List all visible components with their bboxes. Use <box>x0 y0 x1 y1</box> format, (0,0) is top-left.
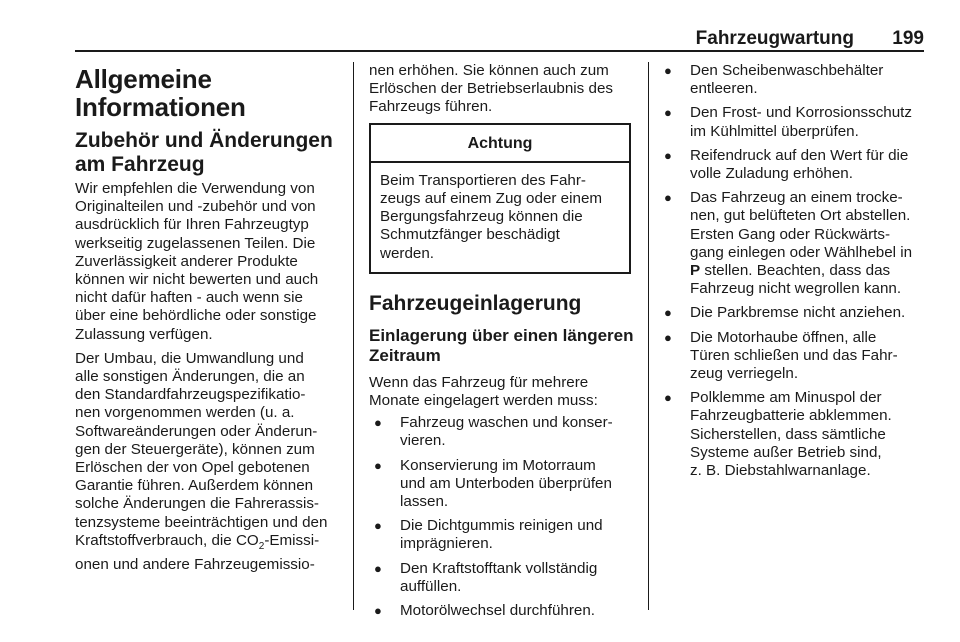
page-number: 199 <box>892 28 924 49</box>
section-heading-general-info: Allgemeine Informationen <box>75 64 246 122</box>
storage-bullet-list-continued <box>664 62 926 480</box>
co2-subscript: 2 <box>258 540 265 552</box>
column-rule-1 <box>353 62 354 610</box>
paragraph-continued: nen erhöhen. Sie können auch zum Erlöschen der Betriebserlaubnis des Fahrzeugs führen. <box>369 62 613 116</box>
list-item: ● Den Scheibenwaschbehälter entleeren. <box>664 62 926 98</box>
list-item: ● Motorölwechsel durchführen. <box>374 602 634 620</box>
list-item: ● Die Motorhaube öffnen, alle Türen schließen und das Fahr- zeug verriegeln. <box>664 329 926 384</box>
column-2 <box>369 62 634 626</box>
gear-position-p: P <box>690 262 701 280</box>
running-title: Fahrzeugwartung <box>695 28 854 49</box>
list-item: ● Konservierung im Motorraum und am Unterboden überprüfen lassen. <box>374 457 634 512</box>
warning-body: Beim Transportieren des Fahr- zeugs auf einem Zug oder einem Bergungsfahrzeug können die Schmutzfänger beschädigt werden. <box>380 171 603 262</box>
storage-bullet-list <box>374 414 634 620</box>
warning-box <box>369 123 631 274</box>
paragraph-storage-intro: Wenn das Fahrzeug für mehrere Monate eingelagert werden muss: <box>369 373 598 410</box>
column-3 <box>664 62 926 486</box>
co2-line: Kraftstoffverbrauch, die $CO_2-Emissi-$ <box>75 531 320 552</box>
list-item: ● Die Parkbremse nicht anziehen. <box>664 304 926 322</box>
list-item: ● Den Kraftstofftank vollständig auffüllen. <box>374 560 634 596</box>
subsection-heading-long-storage: Einlagerung über einen längeren Zeitraum <box>369 325 634 365</box>
column-rule-2 <box>648 62 649 610</box>
list-item: ● Das Fahrzeug an einem trocke- nen, gut belüfteten Ort abstellen. Ersten Gang oder Rückwärts- gang einlegen oder Wählhebel in P stellen. Beachten, dass das Fahrzeug nicht wegrollen kann. <box>664 189 926 298</box>
column-1 <box>75 62 345 580</box>
paragraph-modifications: Der Umbau, die Umwandlung und alle sonstigen Änderungen, die an den Standardfahrzeugspezifikatio- nen vorgenommen werden (u. a. Softwareänderungen oder Änderun- gen der Steuergeräte), können zum Erlöschen der von Opel gebotenen Garantie führen. Außerdem können solche Änderungen die Fahrerassis- tenzsysteme beeinträchtigen und den Kraftstoffverbrauch, die $CO_2-Emissi-$ onen und andere Fahrzeugemissio- <box>75 350 345 574</box>
warning-title: Achtung <box>371 125 629 163</box>
list-item: ● Den Frost- und Korrosionsschutz im Kühlmittel überprüfen. <box>664 104 926 140</box>
section-heading-vehicle-storage: Fahrzeugeinlagerung <box>369 291 582 315</box>
list-item: ● Die Dichtgummis reinigen und imprägnieren. <box>374 517 634 553</box>
page-header <box>75 28 924 50</box>
header-rule <box>75 50 924 52</box>
list-item: ● Fahrzeug waschen und konser- vieren. <box>374 414 634 450</box>
subsection-heading-accessories: Zubehör und Änderungen am Fahrzeug <box>75 129 333 176</box>
paragraph-original-parts: Wir empfehlen die Verwendung von Originalteilen und -zubehör und von ausdrücklich für Ihren Fahrzeugtyp werkseitig zugelassenen Teilen. Die Zuverlässigkeit anderer Produkte können wir nicht bewerten und auch nicht dafür haften - auch wenn sie über eine behördliche oder sonstige Zulassung verfügen. <box>75 180 319 343</box>
list-item: ● Reifendruck auf den Wert für die volle Zuladung erhöhen. <box>664 147 926 183</box>
list-item: ● Polklemme am Minuspol der Fahrzeugbatterie abklemmen. Sicherstellen, dass sämtliche Systeme außer Betrieb sind, z. B. Diebstahlwarnanlage. <box>664 389 926 480</box>
